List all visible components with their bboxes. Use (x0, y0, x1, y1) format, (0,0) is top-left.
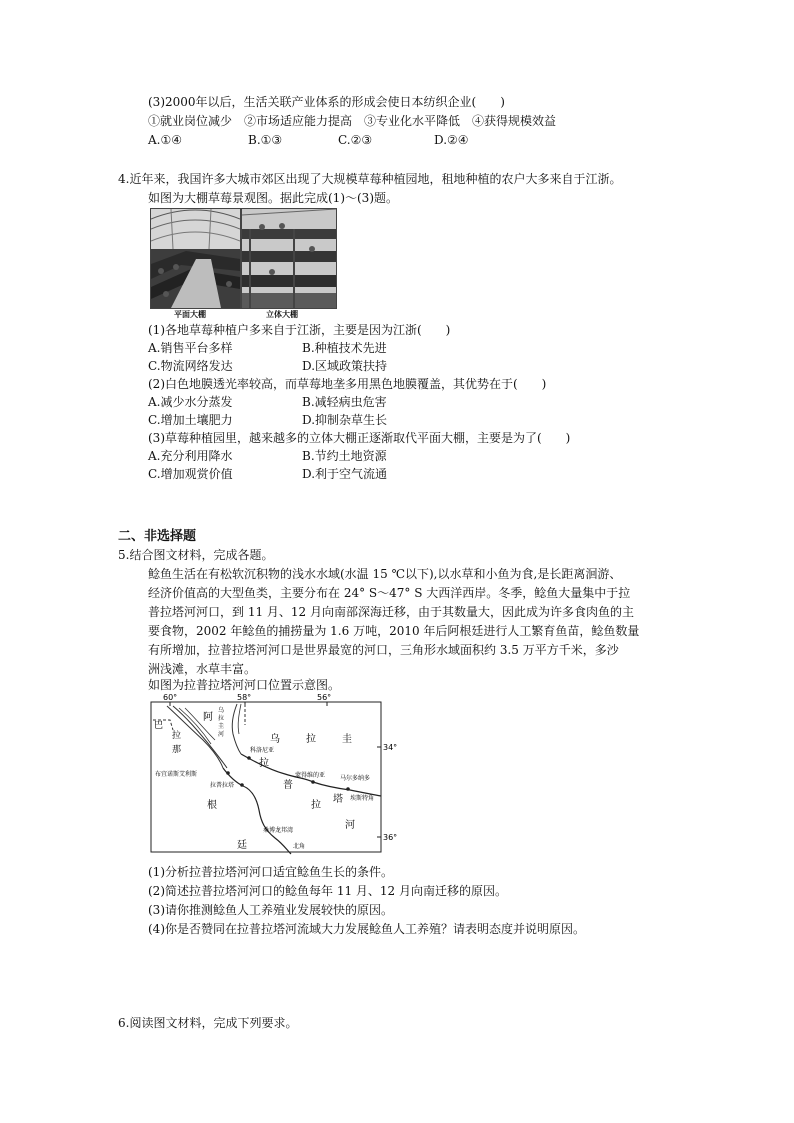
q5-question-1: (1)分析拉普拉塔河河口适宜鲶鱼生长的条件。 (148, 865, 393, 879)
label-na: 那 (172, 745, 182, 755)
flat-greenhouse-photo (150, 208, 241, 309)
label-wu: 乌 (270, 734, 280, 745)
q5-intro: 5.结合图文材料，完成各题。 (118, 548, 274, 562)
q4-sub3-option-b: B.节约土地资源 (302, 449, 387, 463)
q4-sub1-option-b: B.种植技术先进 (302, 341, 387, 355)
la-plata-estuary-map (145, 690, 410, 860)
label-la-plata: 拉普拉塔 (210, 782, 235, 789)
label-ta: 塔 (333, 794, 343, 805)
q4-sub1-option-c: C.物流网络发达 (148, 359, 233, 373)
label-uruguay-river-4: 河 (218, 731, 225, 738)
vertical-greenhouse-photo (241, 208, 337, 309)
label-ba: 巴 (154, 721, 164, 731)
lon-label-60: 60° (163, 693, 178, 702)
q4-sub3-stem: (3)草莓种植园里，越来越多的立体大棚正逐渐取代平面大棚，主要是为了( ) (148, 431, 571, 445)
label-la: 拉 (172, 731, 182, 741)
option-a: A.①④ (148, 133, 182, 147)
label-samborombon-bay: 桑博龙邦湾 (263, 827, 294, 834)
label-punta-del-este: 埃斯特角 (350, 795, 375, 802)
q5-para-line: 洲浅滩，水草丰富。 (148, 662, 257, 676)
lon-label-56: 56° (317, 693, 332, 702)
label-la4: 拉 (311, 800, 321, 811)
city-marker (346, 787, 350, 791)
label-a: 阿 (203, 712, 213, 723)
q3-sub3-statements: ①就业岗位减少 ②市场适应能力提高 ③专业化水平降低 ④获得规模效益 (148, 114, 557, 128)
q4-sub2-stem: (2)白色地膜透光率较高，而草莓地垄多用黑色地膜覆盖，其优势在于( ) (148, 377, 547, 391)
lon-label-58: 58° (237, 693, 252, 702)
label-maldonado: 马尔多纳多 (340, 775, 371, 782)
q5-para-line: 普拉塔河河口，到 11 月、12 月向南部深海迁移，由于其数量大，因此成为许多食肉鱼的主 (148, 605, 634, 619)
label-gui: 圭 (342, 734, 352, 745)
label-ting: 廷 (237, 840, 247, 851)
option-b: B.①③ (248, 133, 283, 147)
photo-caption-flat: 平面大棚 (174, 309, 206, 319)
label-pu: 普 (283, 780, 293, 791)
label-he: 河 (345, 820, 355, 831)
label-north-cape: 北角 (293, 843, 306, 850)
q4-sub2-option-b: B.减轻病虫危害 (302, 395, 387, 409)
label-montevideo: 蒙得维的亚 (295, 772, 326, 779)
q3-sub3-stem: (3)2000年以后，生活关联产业体系的形成会使日本纺织企业( ) (148, 95, 505, 109)
q5-para-line: 经济价值高的大型鱼类，主要分布在 24° S～47° S 大西洋西岸。冬季，鲶鱼大量集中于拉 (148, 586, 631, 600)
lat-label-36: 36° (383, 833, 398, 842)
option-d: D.②④ (434, 133, 469, 147)
q4-sub2-option-a: A.减少水分蒸发 (148, 395, 233, 409)
q5-question-4: (4)你是否赞同在拉普拉塔河流域大力发展鲶鱼人工养殖？请表明态度并说明原因。 (148, 922, 586, 936)
q4-sub1-option-a: A.销售平台多样 (148, 341, 233, 355)
option-c: C.②③ (338, 133, 373, 147)
city-marker (311, 780, 315, 784)
label-uruguay-river-2: 拉 (218, 715, 225, 722)
q4-sub2-option-d: D.抑制杂草生长 (302, 413, 388, 427)
q4-intro-line1: 4.近年来，我国许多大城市郊区出现了大规模草莓种植园地，租地种植的农户大多来自于江浙。 (118, 172, 622, 186)
label-uruguay-river-3: 圭 (218, 723, 225, 730)
q4-sub1-option-d: D.区域政策扶持 (302, 359, 388, 373)
section-heading: 二、非选择题 (118, 529, 197, 544)
q4-intro-line2: 如图为大棚草莓景观图。据此完成(1)～(3)题。 (148, 191, 398, 205)
label-gen: 根 (207, 800, 217, 811)
photo-caption-vertical: 立体大棚 (266, 309, 298, 319)
label-la2: 拉 (306, 734, 316, 745)
city-marker (240, 783, 244, 787)
q4-sub3-option-d: D.利于空气流通 (302, 467, 388, 481)
city-marker (226, 771, 230, 775)
q5-map-intro: 如图为拉普拉塔河河口位置示意图。 (148, 678, 341, 692)
q5-para-line: 有所增加，拉普拉塔河河口是世界最宽的河口，三角形水域面积约 3.5 万平方千米，多沙 (148, 643, 619, 657)
q4-sub3-option-a: A.充分利用降水 (148, 449, 233, 463)
lat-label-34: 34° (383, 743, 398, 752)
label-uruguay-river-1: 乌 (218, 707, 225, 714)
argentina-coastline (223, 768, 294, 854)
q5-question-3: (3)请你推测鲶鱼人工养殖业发展较快的原因。 (148, 903, 393, 917)
q4-sub3-option-c: C.增加观赏价值 (148, 467, 233, 481)
q5-question-2: (2)简述拉普拉塔河河口的鲶鱼每年 11 月、12 月向南迁移的原因。 (148, 884, 507, 898)
uruguay-river (238, 704, 241, 734)
q5-para-line: 要食物，2002 年鲶鱼的捕捞量为 1.6 万吨，2010 年后阿根廷进行人工繁育鱼苗，鲶鱼数量 (148, 624, 640, 638)
q6-intro: 6.阅读图文材料，完成下列要求。 (118, 1016, 298, 1030)
label-colonia: 科洛尼亚 (250, 747, 275, 754)
label-la3: 拉 (259, 758, 269, 769)
q4-sub1-stem: (1)各地草莓种植户多来自于江浙，主要是因为江浙( ) (148, 323, 451, 337)
q4-sub2-option-c: C.增加土壤肥力 (148, 413, 233, 427)
label-buenos-aires: 布宜诺斯艾利斯 (155, 771, 198, 778)
q5-para-line: 鲶鱼生活在有松软沉积物的浅水水域(水温 15 ℃以下),以水草和小鱼为食,是长距离洄游、 (148, 567, 622, 581)
city-marker (247, 756, 251, 760)
